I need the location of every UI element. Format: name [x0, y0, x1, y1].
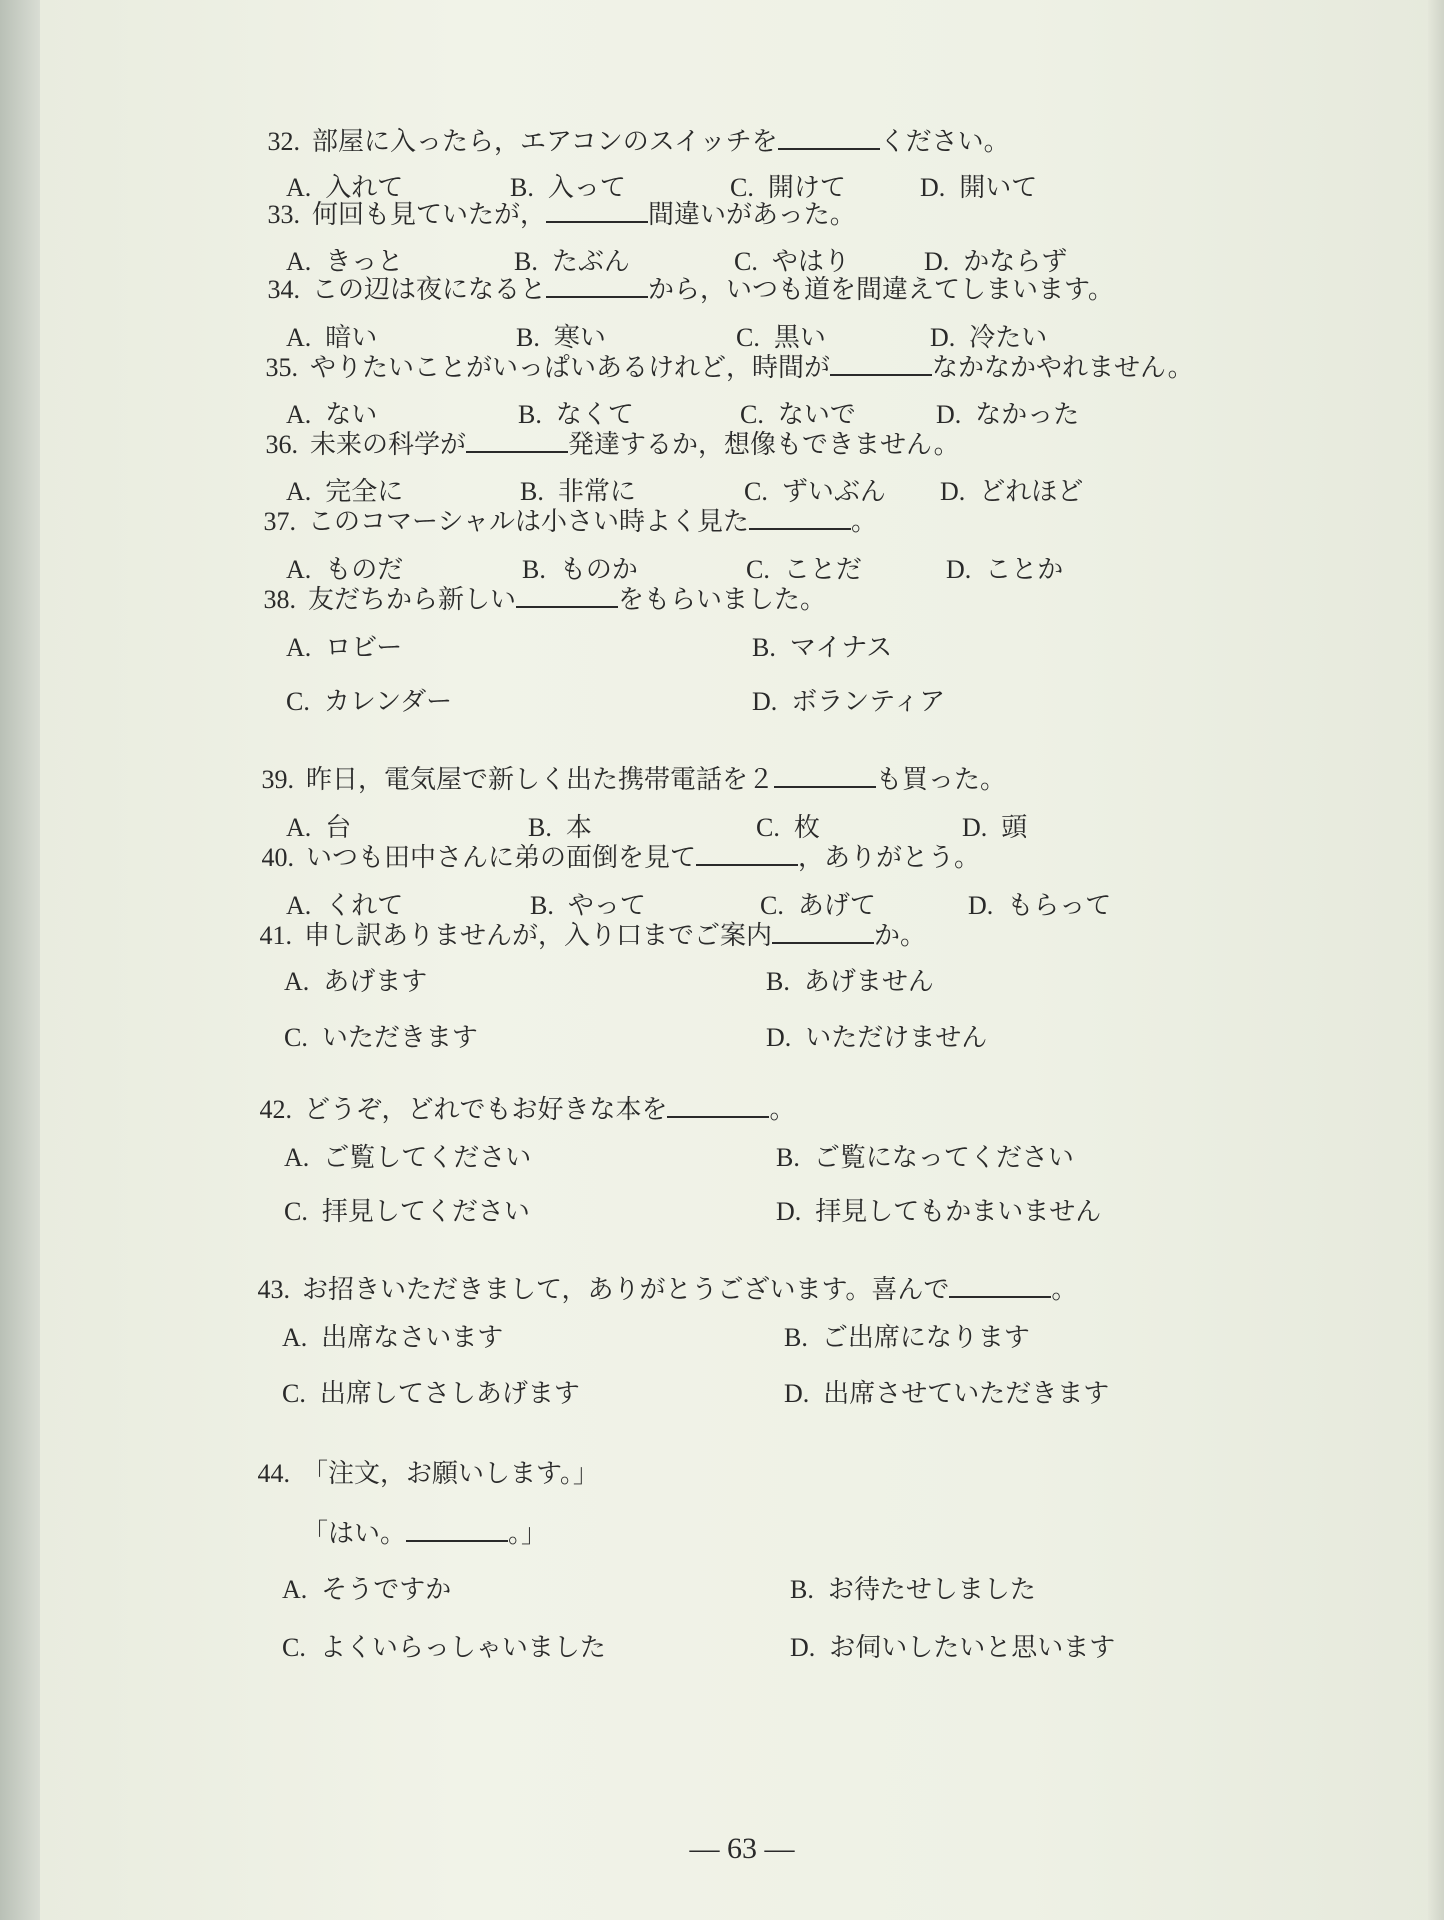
question-number: 32.: [267, 127, 300, 156]
option-letter: A.: [286, 323, 312, 352]
option-text: 開いて: [959, 173, 1038, 203]
answer-blank: [406, 1518, 508, 1542]
option-letter: D.: [924, 247, 950, 276]
option-text: 出席してさしあげます: [319, 1379, 580, 1409]
option-text: マイナス: [789, 633, 893, 663]
question-text-before-blank: やりたいことがいっぱいあるけれど，時間が: [310, 353, 831, 383]
option-text: ボランティア: [791, 687, 946, 717]
answer-option[interactable]: [282, 1573, 451, 1607]
option-text: ご出席になります: [821, 1323, 1030, 1353]
option-text: 完全に: [325, 477, 404, 507]
question-stem: [234, 763, 1006, 797]
answer-option[interactable]: [784, 1377, 1109, 1411]
option-text: 本: [565, 813, 592, 843]
option-letter: A.: [286, 555, 312, 584]
question-number: 41.: [259, 921, 292, 950]
option-letter: A.: [284, 1143, 310, 1172]
question-stem: [240, 198, 856, 232]
question-list: [40, 0, 1444, 1900]
question-text-before-blank: 「注文，お願いします。」: [302, 1459, 599, 1489]
answer-option[interactable]: [736, 321, 826, 355]
question-text-after-blank: か。: [874, 921, 927, 951]
question-text-after-blank: も買った。: [876, 765, 1007, 795]
option-text: あげます: [323, 967, 428, 997]
question-text-after-blank: ください。: [879, 127, 1010, 157]
answer-option[interactable]: [752, 631, 892, 665]
answer-blank: [830, 352, 932, 376]
answer-option[interactable]: [766, 1021, 987, 1055]
question-text-before-blank: 友だちから新しい: [308, 585, 517, 615]
question-stem: [230, 1273, 1077, 1307]
option-text: ご覧してください: [323, 1143, 532, 1173]
question-text-after-blank: をもらいました。: [618, 585, 827, 615]
book-page: [40, 0, 1444, 1920]
answer-option[interactable]: [286, 889, 403, 923]
option-text: かならず: [963, 247, 1068, 277]
option-letter: B.: [516, 323, 540, 352]
answer-option[interactable]: [284, 1021, 478, 1055]
question-stem: [230, 1457, 599, 1491]
option-letter: D.: [940, 477, 966, 506]
answer-option[interactable]: [530, 889, 646, 923]
question-number: 35.: [265, 353, 298, 382]
option-letter: A.: [284, 967, 310, 996]
option-letter: D.: [962, 813, 988, 842]
option-text: ご覧になってください: [813, 1143, 1074, 1173]
question-stem: [232, 1093, 796, 1127]
answer-option[interactable]: [518, 398, 634, 432]
option-letter: B.: [530, 891, 554, 920]
option-text: 開けて: [767, 173, 846, 203]
question-number: 44.: [257, 1459, 290, 1488]
question-text-before-blank: どうぞ，どれでもお好きな本を: [304, 1095, 668, 1125]
question-stem: [234, 841, 980, 875]
answer-option[interactable]: [920, 171, 1037, 205]
answer-option[interactable]: [282, 1631, 606, 1665]
option-text: 入って: [547, 173, 626, 203]
option-text: カレンダー: [323, 687, 453, 717]
answer-option[interactable]: [790, 1573, 1036, 1607]
option-letter: A.: [286, 477, 312, 506]
answer-option[interactable]: [286, 811, 351, 845]
answer-option[interactable]: [766, 965, 934, 999]
option-text: ことか: [985, 555, 1064, 585]
option-text: 出席なさいます: [321, 1323, 504, 1353]
answer-option[interactable]: [516, 321, 606, 355]
option-text: いただきます: [321, 1023, 478, 1053]
option-letter: C.: [284, 1023, 308, 1052]
option-text: 拝見してもかまいません: [815, 1197, 1102, 1227]
desk-background: [0, 0, 40, 1920]
question-number: 37.: [263, 507, 296, 536]
reply-text-after-blank: 。」: [508, 1519, 548, 1549]
answer-blank: [546, 274, 648, 298]
question-text-after-blank: から，いつも道を間違えてしまいます。: [648, 275, 1114, 305]
option-letter: D.: [752, 687, 778, 716]
answer-option[interactable]: [940, 475, 1083, 509]
option-letter: C.: [746, 555, 770, 584]
option-letter: C.: [734, 247, 758, 276]
question-text-after-blank: 。: [1051, 1275, 1078, 1305]
option-text: 拝見してください: [321, 1197, 530, 1227]
option-letter: B.: [522, 555, 546, 584]
answer-blank: [749, 506, 851, 530]
answer-option[interactable]: [286, 398, 377, 432]
option-letter: C.: [286, 687, 310, 716]
option-text: 冷たい: [969, 323, 1048, 353]
question-stem: [238, 428, 960, 462]
question-text-after-blank: ，ありがとう。: [798, 843, 981, 873]
option-letter: C.: [282, 1633, 306, 1662]
question-number: 42.: [259, 1095, 292, 1124]
option-letter: A.: [286, 813, 312, 842]
question-stem: [240, 273, 1114, 307]
option-letter: B.: [528, 813, 552, 842]
option-text: 台: [325, 813, 352, 843]
option-letter: C.: [760, 891, 784, 920]
option-text: やはり: [771, 247, 850, 277]
option-text: ロビー: [325, 633, 403, 663]
answer-option[interactable]: [740, 398, 856, 432]
answer-blank: [949, 1274, 1051, 1298]
option-text: なくて: [555, 400, 634, 430]
question-text-before-blank: お招きいただきまして，ありがとうございます。喜んで: [302, 1275, 950, 1305]
option-letter: A.: [286, 400, 312, 429]
answer-blank: [772, 920, 874, 944]
answer-option[interactable]: [930, 321, 1047, 355]
answer-option[interactable]: [760, 889, 876, 923]
question-text-after-blank: 。: [850, 507, 877, 537]
option-letter: B.: [752, 633, 776, 662]
option-letter: C.: [282, 1379, 306, 1408]
answer-blank: [778, 126, 880, 150]
option-text: あげません: [803, 967, 934, 997]
question-text-after-blank: 。: [769, 1095, 796, 1125]
answer-option[interactable]: [746, 553, 862, 587]
question-text-before-blank: いつも田中さんに弟の面倒を見て: [306, 843, 697, 873]
answer-blank: [696, 842, 798, 866]
answer-option[interactable]: [522, 553, 638, 587]
option-letter: D.: [920, 173, 946, 202]
answer-option[interactable]: [286, 321, 377, 355]
option-text: そうですか: [321, 1575, 452, 1605]
option-letter: B.: [510, 173, 534, 202]
answer-blank: [516, 584, 618, 608]
answer-option[interactable]: [286, 685, 452, 719]
option-letter: C.: [740, 400, 764, 429]
answer-option[interactable]: [744, 475, 886, 509]
question-stem: [240, 125, 1010, 159]
answer-option[interactable]: [776, 1195, 1101, 1229]
answer-blank: [546, 199, 648, 223]
option-letter: A.: [286, 247, 312, 276]
question-text-before-blank: 申し訳ありませんが，入り口までご案内: [304, 921, 773, 951]
option-letter: C.: [730, 173, 754, 202]
answer-option[interactable]: [520, 475, 636, 509]
option-text: やって: [567, 891, 646, 921]
option-letter: A.: [282, 1575, 308, 1604]
question-stem: [232, 919, 926, 953]
option-letter: D.: [790, 1633, 816, 1662]
option-letter: B.: [514, 247, 538, 276]
question-text-before-blank: 何回も見ていたが，: [312, 200, 547, 230]
option-text: 非常に: [557, 477, 636, 507]
option-letter: D.: [784, 1379, 810, 1408]
option-text: ものか: [559, 555, 638, 585]
question-number: 39.: [261, 765, 294, 794]
option-letter: B.: [790, 1575, 814, 1604]
option-text: 出席させていただきます: [823, 1379, 1110, 1409]
option-text: いただけません: [805, 1023, 988, 1053]
option-text: あげて: [797, 891, 876, 921]
option-letter: D.: [776, 1197, 802, 1226]
answer-option[interactable]: [528, 811, 592, 845]
answer-option[interactable]: [946, 553, 1063, 587]
question-number: 36.: [265, 430, 298, 459]
answer-blank: [466, 429, 568, 453]
option-letter: B.: [776, 1143, 800, 1172]
option-text: 暗い: [325, 323, 378, 353]
option-text: くれて: [325, 891, 404, 921]
option-text: お伺いしたいと思います: [829, 1633, 1116, 1663]
question-number: 38.: [263, 585, 296, 614]
option-text: なかった: [975, 400, 1080, 430]
answer-blank: [667, 1094, 769, 1118]
question-number: 33.: [267, 200, 300, 229]
answer-option[interactable]: [282, 1321, 503, 1355]
question-text-before-blank: このコマーシャルは小さい時よく見た: [308, 507, 749, 537]
answer-option[interactable]: [784, 1321, 1030, 1355]
option-letter: B.: [766, 967, 790, 996]
answer-option[interactable]: [286, 631, 402, 665]
option-text: どれほど: [979, 477, 1084, 507]
answer-option[interactable]: [968, 889, 1111, 923]
option-letter: C.: [284, 1197, 308, 1226]
option-letter: D.: [946, 555, 972, 584]
question-text-before-blank: 部屋に入ったら，エアコンのスイッチを: [312, 127, 778, 157]
option-text: お待たせしました: [827, 1575, 1036, 1605]
answer-option[interactable]: [284, 965, 427, 999]
option-text: たぶん: [551, 247, 630, 277]
option-text: 入れて: [325, 173, 404, 203]
option-text: ものだ: [325, 555, 404, 585]
answer-option[interactable]: [756, 811, 820, 845]
option-text: もらって: [1007, 891, 1112, 921]
answer-option[interactable]: [962, 811, 1027, 845]
answer-option[interactable]: [284, 1141, 531, 1175]
question-text-after-blank: 間違いがあった。: [648, 200, 856, 230]
question-text-after-blank: 発達するか，想像もできません。: [568, 430, 960, 460]
answer-option[interactable]: [284, 1195, 530, 1229]
option-letter: C.: [744, 477, 768, 506]
option-letter: D.: [930, 323, 956, 352]
option-letter: B.: [784, 1323, 808, 1352]
option-letter: C.: [736, 323, 760, 352]
question-stem: [236, 505, 877, 539]
option-text: 頭: [1001, 813, 1028, 843]
option-letter: A.: [286, 891, 312, 920]
question-number: 34.: [267, 275, 300, 304]
option-text: よくいらっしゃいました: [319, 1633, 606, 1663]
option-text: 寒い: [553, 323, 606, 353]
option-text: 枚: [793, 813, 820, 843]
answer-option[interactable]: [776, 1141, 1074, 1175]
option-letter: A.: [286, 633, 312, 662]
reply-text-before-blank: 「はい。: [302, 1519, 407, 1549]
option-letter: D.: [936, 400, 962, 429]
question-text-after-blank: なかなかやれません。: [932, 353, 1194, 383]
question-stem: [238, 351, 1194, 385]
option-letter: B.: [520, 477, 544, 506]
option-letter: A.: [286, 173, 312, 202]
option-letter: B.: [518, 400, 542, 429]
question-text-before-blank: この辺は夜になると: [312, 275, 547, 305]
option-text: ないで: [777, 400, 856, 430]
question-number: 40.: [261, 843, 294, 872]
question-text-before-blank: 昨日，電気屋で新しく出た携帯電話を２: [306, 765, 775, 795]
page-number: — 63 —: [689, 1832, 795, 1865]
option-letter: D.: [766, 1023, 792, 1052]
question-stem: [236, 583, 826, 617]
option-text: 黒い: [773, 323, 826, 353]
answer-option[interactable]: [790, 1631, 1115, 1665]
answer-option[interactable]: [286, 475, 403, 509]
option-text: きっと: [325, 247, 404, 277]
option-text: ずいぶん: [781, 477, 886, 507]
option-letter: C.: [756, 813, 780, 842]
answer-option[interactable]: [936, 398, 1079, 432]
question-number: 43.: [257, 1275, 290, 1304]
option-letter: D.: [968, 891, 994, 920]
dialogue-reply-line: [302, 1517, 547, 1551]
answer-option[interactable]: [282, 1377, 580, 1411]
question-text-before-blank: 未来の科学が: [310, 430, 467, 460]
option-text: ない: [325, 400, 378, 430]
option-letter: A.: [282, 1323, 308, 1352]
option-text: ことだ: [783, 555, 862, 585]
answer-blank: [774, 764, 876, 788]
answer-option[interactable]: [286, 553, 403, 587]
answer-option[interactable]: [752, 685, 945, 719]
